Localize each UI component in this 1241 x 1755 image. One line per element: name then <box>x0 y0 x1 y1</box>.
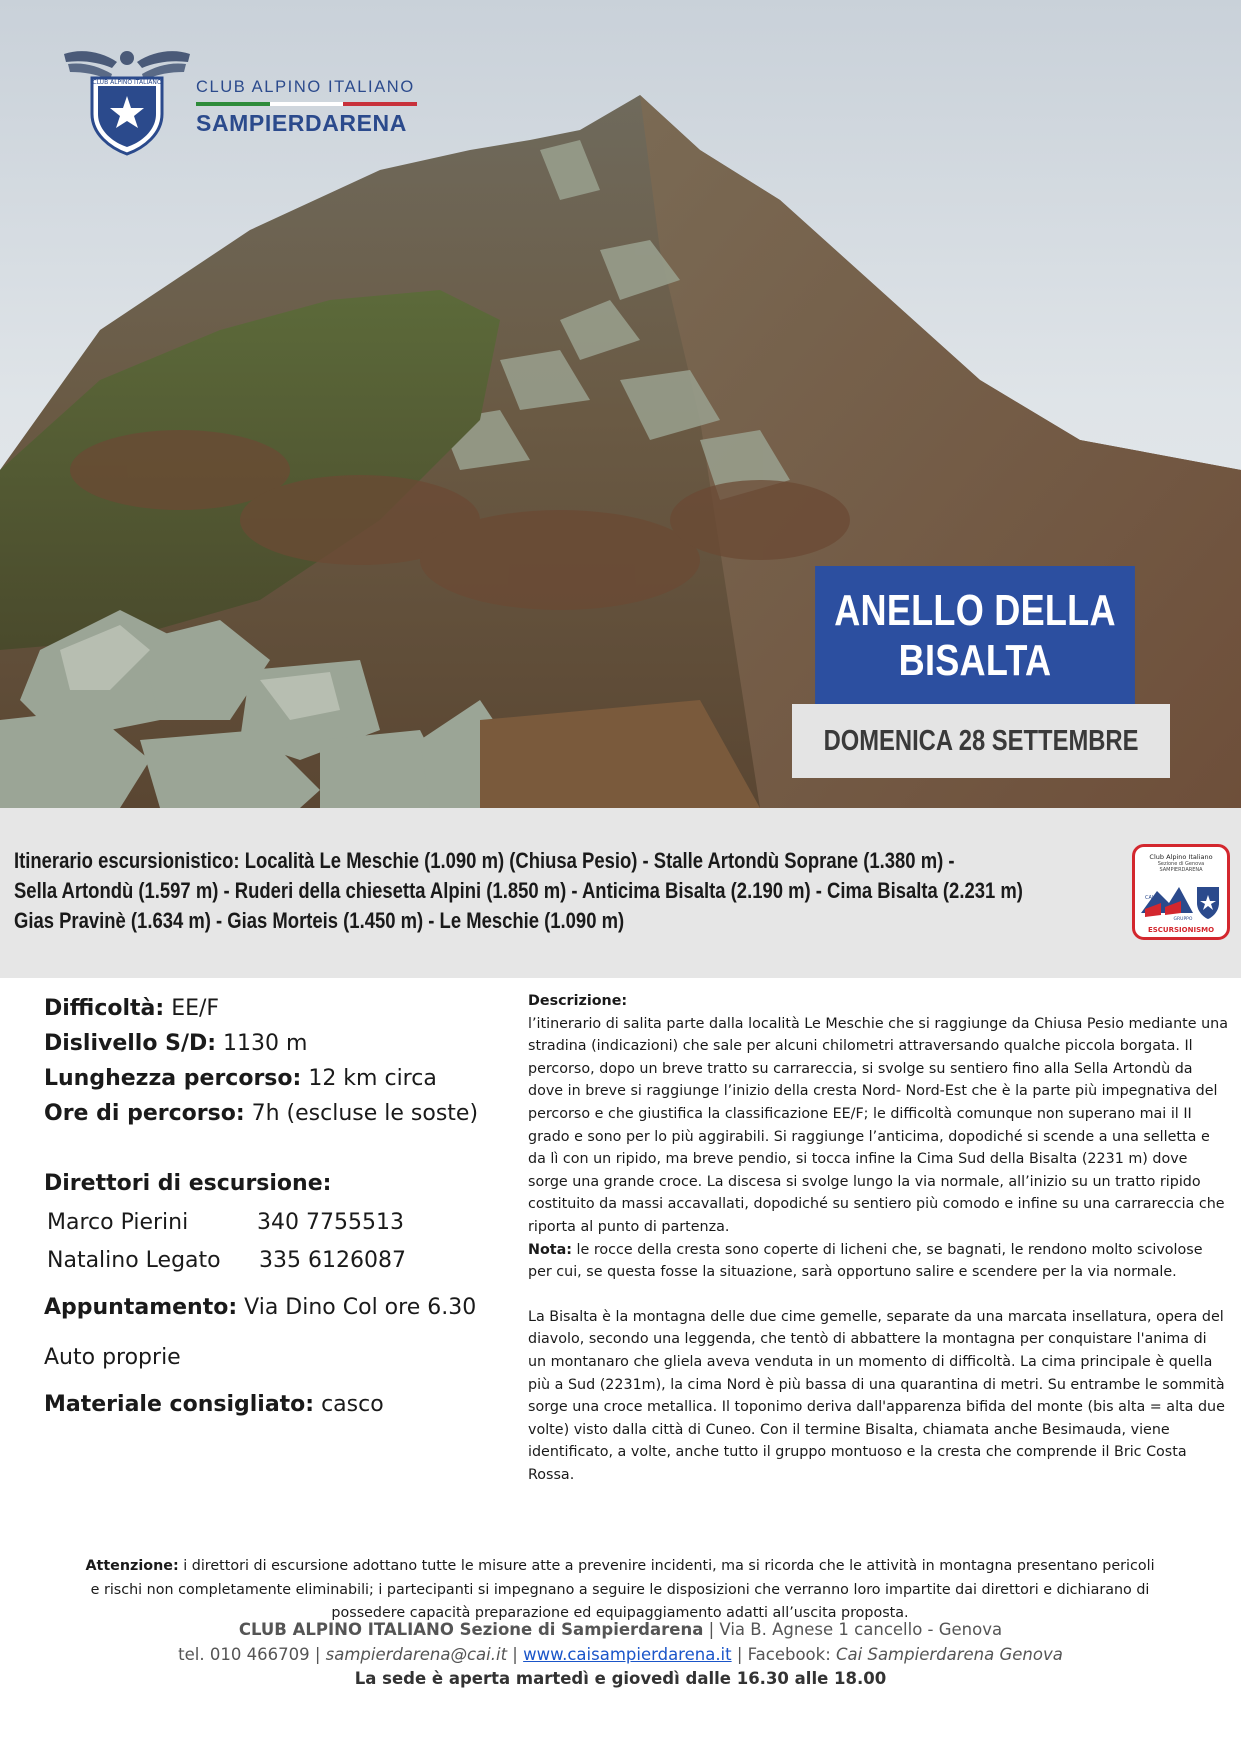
footer-website-link[interactable]: www.caisampierdarena.it <box>523 1644 732 1664</box>
footer-sep: | Facebook: <box>731 1644 837 1664</box>
direttore-phone: 340 7755513 <box>257 1210 404 1235</box>
nota-body: le rocce della cresta sono coperte di licheni che, se bagnati, le rendono molto scivolose per cui, se questa fosse la situazione, sarà opportuno salire e scendere per la via normale. <box>528 1241 1203 1281</box>
badge-line-1: Club Alpino Italiano <box>1149 853 1213 861</box>
description <box>528 990 1228 1486</box>
footer-address: | Via B. Agnese 1 cancello - Genova <box>703 1620 1003 1639</box>
event-date-box <box>792 704 1170 778</box>
badge-cai: CAI <box>1145 895 1154 901</box>
nota-label: Nota: <box>528 1241 572 1258</box>
info-appuntamento <box>44 1295 476 1320</box>
footer-org: CLUB ALPINO ITALIANO Sezione di Sampierdarena <box>238 1620 704 1639</box>
info-direttori <box>44 1171 331 1196</box>
footer-hours: La sede è aperta martedì e giovedì dalle 16.30 alle 18.00 <box>354 1669 887 1688</box>
footer <box>0 1618 1241 1692</box>
direttore-row <box>47 1210 404 1235</box>
difficolta-label: Difficoltà: <box>44 996 165 1021</box>
itinerary-line-3: Gias Pravinè (1.634 m) - Gias Morteis (1.450 m) - Le Meschie (1.090 m) <box>14 908 625 933</box>
direttore-name: Natalino Legato <box>47 1248 221 1273</box>
logo-line1: CLUB ALPINO ITALIANO <box>196 78 415 96</box>
direttore-row <box>47 1248 406 1273</box>
direttori-label: Direttori di escursione: <box>44 1171 332 1196</box>
footer-email[interactable]: sampierdarena@cai.it <box>325 1644 508 1664</box>
info-dislivello <box>44 1031 307 1056</box>
event-title-box <box>815 566 1135 706</box>
description-history: La Bisalta è la montagna delle due cime gemelle, separate da una marcata insellatura, opera del diavolo, secondo una leggenda, che tentò di abbattere la montagna per conquistare l'anima di un montanaro che gliela aveva venduta in un momento di difficoltà. La cima principale è quella più a Sud (2231m), la cima Nord è più bassa di una quarantina di metri. Su entrambe le sommità sorge una croce metallica. Il toponimo deriva dall'apparenza bifida del monte (bis alta = alta due volte) visto dalla città di Cuneo. Con il termine Bisalta, chiamata anche Besimauda, viene identificato, a volte, anche tutto il gruppo montuoso e la cresta che comprende il Bric Costa Rossa. <box>528 1308 1225 1483</box>
info-difficolta <box>44 996 219 1021</box>
info-lunghezza <box>44 1066 437 1091</box>
event-date: DOMENICA 28 SETTEMBRE <box>823 724 1139 757</box>
direttore-name: Marco Pierini <box>47 1210 189 1235</box>
logo-flag-stripe <box>196 102 417 106</box>
direttore-phone: 335 6126087 <box>259 1248 406 1273</box>
appuntamento-value: Via Dino Col ore 6.30 <box>237 1295 477 1320</box>
dislivello-label: Dislivello S/D: <box>44 1031 217 1056</box>
materiale-label: Materiale consigliato: <box>44 1392 315 1417</box>
logo-shield-text: CLUB ALPINO ITALIANO <box>92 79 162 86</box>
difficolta-value: EE/F <box>164 996 220 1021</box>
ore-value: 7h (escluse le soste) <box>244 1101 479 1126</box>
lunghezza-value: 12 km circa <box>301 1066 437 1091</box>
description-body: l’itinerario di salita parte dalla località Le Meschie che si raggiunge da Chiusa Pesio mediante una stradina (indicazioni) che sale per alcuni chilometri attraversando qualche piccola borgata. Il percorso, dopo un breve tratto su carrareccia, si svolge su sentiero fino alla Sella Artondù da dove in breve si raggiunge l’inizio della cresta Nord- Nord-Est che è la parte più impegnativa del percorso e che giustifica la classificazione EE/F; le difficoltà comunque non superano mai il II grado e sono per lo più aggirabili. Si raggiunge l’anticima, dopodiché si scende a una selletta e da lì con un ripido, ma breve pendio, si tocca infine la Cima Sud della Bisalta (2231 m) dove sorge una grande croce. La discesa si svolge lungo la via normale, all’inizio su un tratto ripido costituito da massi accavallati, dopodiché su sentiero più comodo e infine su una carrareccia che riporta al punto di partenza. <box>528 1015 1228 1235</box>
footer-line-1 <box>0 1618 1241 1643</box>
appuntamento-label: Appuntamento: <box>44 1295 238 1320</box>
info-ore <box>44 1101 478 1126</box>
cai-logo <box>62 44 442 164</box>
badge-line-2: Sezione di Genova <box>1157 861 1205 867</box>
dislivello-value: 1130 m <box>216 1031 308 1056</box>
itinerary-text <box>14 846 1129 936</box>
materiale-value: casco <box>314 1392 384 1417</box>
badge-line-3: SAMPIERDARENA <box>1159 867 1203 873</box>
footer-sep: | <box>507 1644 524 1664</box>
attention-body: i direttori di escursione adottano tutte le misure atte a prevenire incidenti, ma si ricorda che le attività in montagna presentano pericoli e rischi non completamente eliminabili; i partecipanti si impegnano a seguire le disposizioni che verranno loro impartite dai direttori e dichiarano di possedere capacità preparazione ed equipaggiamento adatti all’uscita proposta. <box>90 1558 1155 1622</box>
itinerary-line-1: Itinerario escursionistico: Località Le Meschie (1.090 m) (Chiusa Pesio) - Stalle Artondù Soprane (1.380 m) - <box>14 848 955 873</box>
logo-line2: SAMPIERDARENA <box>196 110 407 136</box>
description-heading: Descrizione: <box>528 993 628 1009</box>
description-note <box>528 1239 1228 1284</box>
badge-name: ESCURSIONISMO <box>1147 926 1215 934</box>
ore-label: Ore di percorso: <box>44 1101 245 1126</box>
attention-notice <box>80 1555 1160 1626</box>
badge-group: GRUPPO <box>1173 917 1193 922</box>
escursionismo-badge <box>1132 844 1230 940</box>
attention-label: Attenzione: <box>85 1558 179 1574</box>
footer-line-2 <box>0 1643 1241 1668</box>
lunghezza-label: Lunghezza percorso: <box>44 1066 302 1091</box>
info-auto: Auto proprie <box>44 1345 181 1370</box>
badge-mountain-icon <box>1135 873 1227 923</box>
info-materiale <box>44 1392 384 1417</box>
footer-tel: tel. 010 466709 | <box>178 1644 326 1664</box>
event-title: ANELLO DELLA BISALTA <box>834 586 1116 685</box>
itinerary-line-2: Sella Artondù (1.597 m) - Ruderi della chiesetta Alpini (1.850 m) - Anticima Bisalta (2.190 m) - Cima Bisalta (2.231 m) <box>14 878 1023 903</box>
cai-eagle-shield-icon <box>62 44 192 156</box>
footer-facebook[interactable]: Cai Sampierdarena Genova <box>836 1644 1063 1664</box>
